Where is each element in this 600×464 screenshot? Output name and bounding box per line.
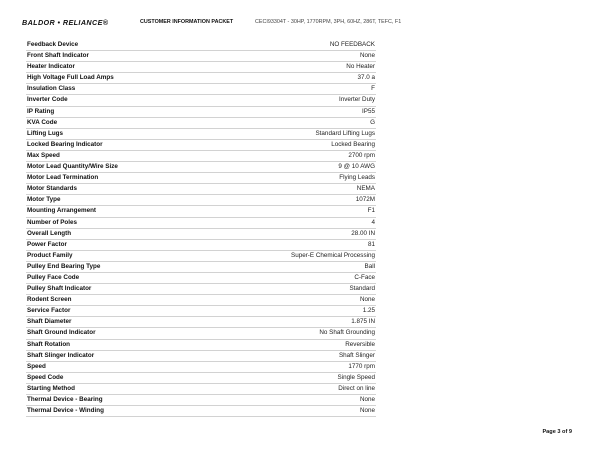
spec-row — [26, 62, 376, 73]
spec-row — [26, 40, 376, 51]
spec-row — [26, 350, 376, 361]
spec-label: Thermal Device - Winding — [26, 406, 238, 417]
spec-label: High Voltage Full Load Amps — [26, 73, 238, 84]
spec-value: No Heater — [238, 62, 376, 73]
spec-value: No Shaft Grounding — [238, 328, 376, 339]
spec-label: Pulley Shaft Indicator — [26, 284, 238, 295]
spec-row — [26, 306, 376, 317]
spec-value: None — [238, 51, 376, 62]
spec-label: Product Family — [26, 250, 238, 261]
spec-value: 4 — [238, 217, 376, 228]
spec-row — [26, 217, 376, 228]
spec-value: Standard — [238, 284, 376, 295]
spec-value: NEMA — [238, 184, 376, 195]
spec-label: Insulation Class — [26, 84, 238, 95]
spec-label: Motor Lead Termination — [26, 173, 238, 184]
spec-label: Lifting Lugs — [26, 128, 238, 139]
spec-row — [26, 395, 376, 406]
spec-table — [26, 40, 376, 417]
spec-label: Heater Indicator — [26, 62, 238, 73]
spec-label: Max Speed — [26, 150, 238, 161]
spec-row — [26, 339, 376, 350]
spec-row — [26, 272, 376, 283]
spec-row — [26, 128, 376, 139]
spec-label: Thermal Device - Bearing — [26, 395, 238, 406]
page-header — [22, 15, 580, 29]
motor-description: CECI93304T - 30HP, 1770RPM, 3PH, 60HZ, 286T, TEFC, F1 — [255, 19, 402, 25]
spec-row — [26, 84, 376, 95]
spec-label: Speed — [26, 361, 238, 372]
spec-value: 1.25 — [238, 306, 376, 317]
spec-label: KVA Code — [26, 117, 238, 128]
spec-label: Inverter Code — [26, 95, 238, 106]
spec-label: Service Factor — [26, 306, 238, 317]
spec-row — [26, 73, 376, 84]
spec-row — [26, 284, 376, 295]
spec-value: G — [238, 117, 376, 128]
spec-label: Power Factor — [26, 239, 238, 250]
spec-label: Motor Type — [26, 195, 238, 206]
spec-label: Feedback Device — [26, 40, 238, 51]
spec-value: Shaft Slinger — [238, 350, 376, 361]
spec-value: 28.00 IN — [238, 228, 376, 239]
spec-value: 9 @ 10 AWG — [238, 162, 376, 173]
spec-row — [26, 328, 376, 339]
brand-logo: BALDOR • RELIANCE® — [22, 17, 109, 27]
spec-row — [26, 250, 376, 261]
spec-value: Standard Lifting Lugs — [238, 128, 376, 139]
spec-label: Motor Standards — [26, 184, 238, 195]
spec-value: Locked Bearing — [238, 139, 376, 150]
spec-row — [26, 139, 376, 150]
spec-row — [26, 206, 376, 217]
spec-label: Locked Bearing Indicator — [26, 139, 238, 150]
spec-label: Shaft Rotation — [26, 339, 238, 350]
spec-value: 2700 rpm — [238, 150, 376, 161]
spec-row — [26, 239, 376, 250]
spec-value: Single Speed — [238, 372, 376, 383]
spec-label: Pulley End Bearing Type — [26, 261, 238, 272]
spec-value: 1770 rpm — [238, 361, 376, 372]
spec-row — [26, 295, 376, 306]
spec-value: Super-E Chemical Processing — [238, 250, 376, 261]
spec-label: Front Shaft Indicator — [26, 51, 238, 62]
spec-label: Rodent Screen — [26, 295, 238, 306]
spec-value: IP55 — [238, 106, 376, 117]
spec-value: 81 — [238, 239, 376, 250]
spec-row — [26, 117, 376, 128]
spec-row — [26, 173, 376, 184]
spec-value: C-Face — [238, 272, 376, 283]
spec-value: Reversible — [238, 339, 376, 350]
spec-label: Shaft Diameter — [26, 317, 238, 328]
spec-label: Mounting Arrangement — [26, 206, 238, 217]
spec-label: Starting Method — [26, 383, 238, 394]
spec-value: 37.0 a — [238, 73, 376, 84]
spec-label: Motor Lead Quantity/Wire Size — [26, 162, 238, 173]
spec-label: Overall Length — [26, 228, 238, 239]
spec-row — [26, 150, 376, 161]
spec-value: 1.875 IN — [238, 317, 376, 328]
spec-value: NO FEEDBACK — [238, 40, 376, 51]
spec-label: IP Rating — [26, 106, 238, 117]
spec-table-body — [26, 40, 376, 417]
spec-row — [26, 51, 376, 62]
spec-value: F — [238, 84, 376, 95]
spec-value: 1072M — [238, 195, 376, 206]
spec-label: Number of Poles — [26, 217, 238, 228]
spec-value: None — [238, 295, 376, 306]
spec-label: Shaft Slinger Indicator — [26, 350, 238, 361]
spec-row — [26, 228, 376, 239]
spec-label: Pulley Face Code — [26, 272, 238, 283]
spec-row — [26, 162, 376, 173]
spec-label: Speed Code — [26, 372, 238, 383]
spec-row — [26, 383, 376, 394]
spec-row — [26, 372, 376, 383]
spec-row — [26, 361, 376, 372]
page-indicator: Page 3 of 9 — [542, 429, 572, 435]
spec-row — [26, 195, 376, 206]
spec-value: Inverter Duty — [238, 95, 376, 106]
spec-value: Ball — [238, 261, 376, 272]
spec-value: None — [238, 406, 376, 417]
packet-title: CUSTOMER INFORMATION PACKET — [140, 19, 234, 25]
spec-row — [26, 184, 376, 195]
spec-value: None — [238, 395, 376, 406]
spec-row — [26, 317, 376, 328]
spec-value: Flying Leads — [238, 173, 376, 184]
spec-label: Shaft Ground Indicator — [26, 328, 238, 339]
spec-row — [26, 106, 376, 117]
spec-value: Direct on line — [238, 383, 376, 394]
spec-row — [26, 261, 376, 272]
spec-value: F1 — [238, 206, 376, 217]
spec-row — [26, 406, 376, 417]
spec-row — [26, 95, 376, 106]
